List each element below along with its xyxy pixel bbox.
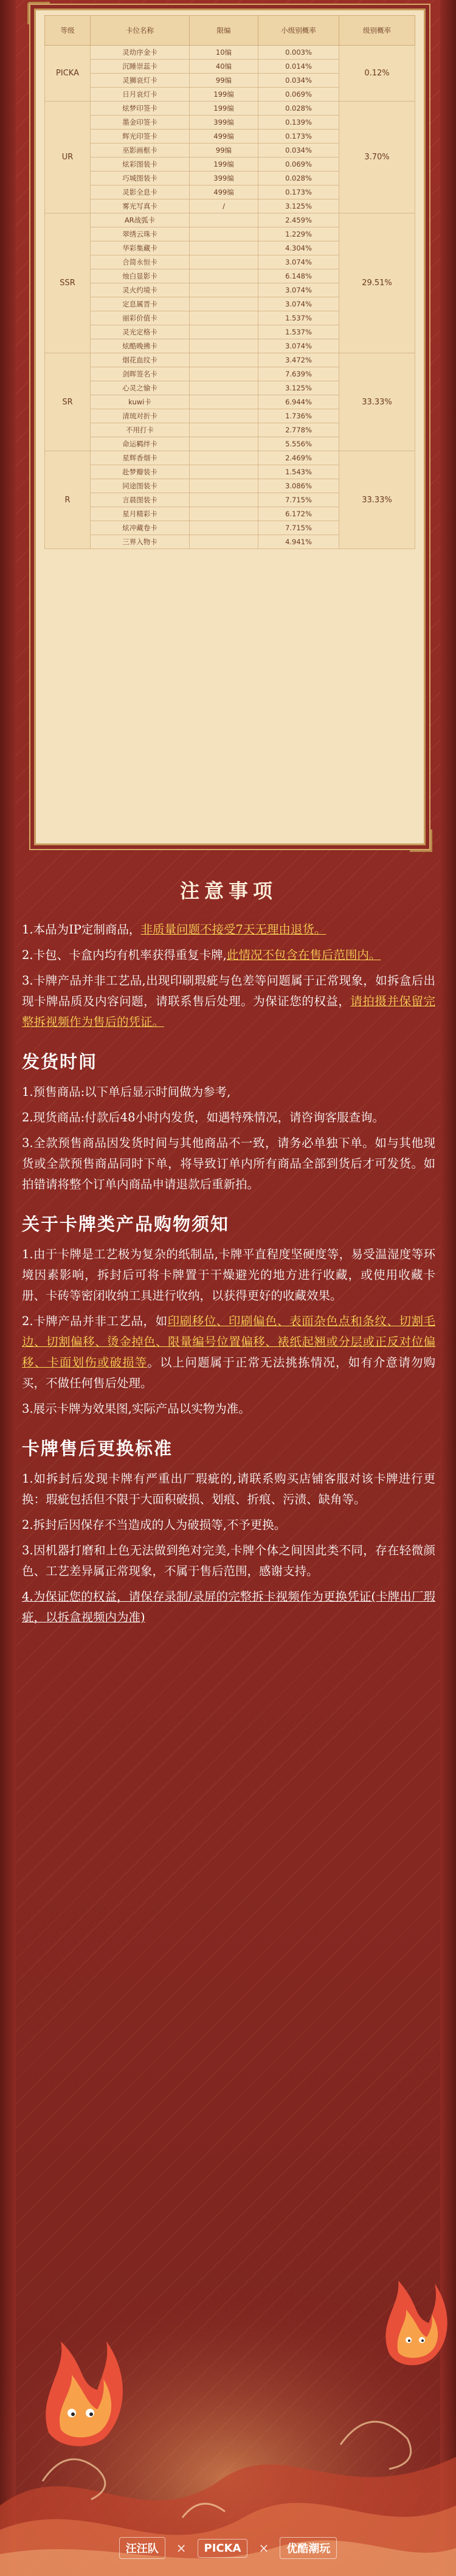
limit-cell (190, 493, 258, 507)
sub-prob-cell: 0.028% (258, 102, 339, 116)
sub-prob-cell: 3.472% (258, 353, 339, 367)
card-name-cell: 不用打卡 (91, 423, 190, 437)
limit-cell (190, 311, 258, 325)
header-grade-prob: 级别概率 (339, 16, 415, 46)
sub-prob-cell: 0.014% (258, 60, 339, 74)
card-purchase-2-text-b: 。以上问题属于正常无法挑拣情况，如有介意请勿购买，不做任何售后处理。 (22, 1356, 435, 1390)
note-1-highlight: 非质量问题不接受7天无理由退货。 (140, 923, 326, 937)
sub-prob-cell: 0.139% (258, 116, 339, 130)
limit-cell: 40编 (190, 60, 258, 74)
brand-logo-2: PICKA (198, 2539, 248, 2558)
table-row (45, 353, 415, 367)
sub-prob-cell: 4.304% (258, 241, 339, 255)
notes-title: 注意事项 (179, 879, 277, 902)
after-sales-item-1: 1.如拆封后发现卡牌有严重出厂瑕疵的,请联系购买店铺客服对该卡牌进行更换：瑕疵包括但不限于大面积破损、划痕、折痕、污渍、缺角等。 (22, 1472, 435, 1506)
limit-cell: 99编 (190, 74, 258, 88)
card-name-cell: 炫梦印签卡 (91, 102, 190, 116)
note-item-1 (22, 919, 435, 940)
after-sales-item-4: 4.为保证您的权益，请保存录制/录屏的完整拆卡视频作为更换凭证(卡牌出厂瑕疵，以拆盒视频内为准) (22, 1590, 435, 1624)
header-sub-prob: 小级别概率 (258, 16, 339, 46)
after-sales-item-2: 2.拆封后因保存不当造成的人为破损等,不予更换。 (22, 1518, 286, 1532)
card-name-cell: 辉光印签卡 (91, 130, 190, 144)
sub-prob-cell: 0.034% (258, 74, 339, 88)
card-purchase-title: 关于卡牌类产品购物须知 (22, 1214, 230, 1234)
limit-cell (190, 283, 258, 297)
card-name-cell: 炫冲藏卷卡 (91, 521, 190, 535)
shipping-item-2: 2.现货商品:付款后48小时内发货，如遇特殊情况，请咨询客服查询。 (22, 1110, 384, 1124)
card-name-cell: 三界入物卡 (91, 535, 190, 549)
table-header-row (45, 16, 415, 46)
limit-cell (190, 437, 258, 451)
card-name-cell: 灵光定格卡 (91, 325, 190, 339)
limit-cell (190, 213, 258, 227)
limit-cell: / (190, 199, 258, 213)
shipping-item-1: 1.预售商品:以下单后显示时间做为参考, (22, 1085, 231, 1099)
sub-prob-cell: 3.074% (258, 255, 339, 269)
grade-prob-cell: 33.33% (339, 353, 415, 451)
sub-prob-cell: 0.069% (258, 88, 339, 102)
limit-cell: 10编 (190, 46, 258, 60)
sub-prob-cell: 0.034% (258, 144, 339, 158)
card-name-cell: 定息属晋卡 (91, 297, 190, 311)
sub-prob-cell: 3.125% (258, 381, 339, 395)
brand-logo-1: 汪汪队 (119, 2537, 165, 2559)
sub-prob-cell: 3.074% (258, 339, 339, 353)
grade-prob-cell: 0.12% (339, 46, 415, 102)
sub-prob-cell: 0.173% (258, 130, 339, 144)
limit-cell (190, 423, 258, 437)
limit-cell (190, 367, 258, 381)
grade-cell: UR (45, 102, 91, 213)
limit-cell (190, 297, 258, 311)
card-name-cell: 同途图装卡 (91, 479, 190, 493)
card-name-cell: 烟花血纹卡 (91, 353, 190, 367)
limit-cell (190, 381, 258, 395)
sub-prob-cell: 3.074% (258, 283, 339, 297)
card-name-cell: 炫酷晚拂卡 (91, 339, 190, 353)
sub-prob-cell: 1.537% (258, 311, 339, 325)
sub-prob-cell: 0.003% (258, 46, 339, 60)
limit-cell (190, 409, 258, 423)
limit-cell: 99编 (190, 144, 258, 158)
grade-prob-cell: 29.51% (339, 213, 415, 353)
limit-cell: 499编 (190, 185, 258, 199)
table-row (45, 451, 415, 465)
collab-x-1: × (176, 2541, 187, 2555)
sub-prob-cell: 5.556% (258, 437, 339, 451)
card-name-cell: 灵火约境卡 (91, 283, 190, 297)
card-name-cell: 灵狮哀灯卡 (91, 74, 190, 88)
limit-cell (190, 451, 258, 465)
limit-cell (190, 325, 258, 339)
sub-prob-cell: 1.543% (258, 465, 339, 479)
limit-cell (190, 479, 258, 493)
after-sales-item-3: 3.因机器打磨和上色无法做到绝对完美,卡牌个体之间因此类不同，存在轻微颜色、工艺差异属正常现象，不属于售后范围，感谢支持。 (22, 1543, 435, 1578)
limit-cell (190, 353, 258, 367)
card-name-cell: 星辉香烟卡 (91, 451, 190, 465)
sub-prob-cell: 0.069% (258, 158, 339, 171)
sub-prob-cell: 1.537% (258, 325, 339, 339)
card-name-cell: 巫影画框卡 (91, 144, 190, 158)
bottom-illustration (0, 2250, 456, 2576)
limit-cell: 199编 (190, 158, 258, 171)
limit-cell (190, 507, 258, 521)
header-limit: 限编 (190, 16, 258, 46)
limit-cell (190, 535, 258, 549)
sub-prob-cell: 3.074% (258, 297, 339, 311)
limit-cell: 399编 (190, 116, 258, 130)
table-body (45, 46, 415, 549)
note-1-text: 1.本品为IP定制商品， (22, 923, 141, 937)
card-name-cell: 灵影全息卡 (91, 185, 190, 199)
card-name-cell: 雾光写真卡 (91, 199, 190, 213)
card-name-cell: 清琉对折卡 (91, 409, 190, 423)
card-name-cell: 命运羁绊卡 (91, 437, 190, 451)
note-3-highlight: 请拍摄并保留完整拆视频作为售后的凭证。 (22, 994, 435, 1029)
brand-footer (0, 2536, 456, 2560)
sub-prob-cell: 7.639% (258, 367, 339, 381)
card-name-cell: AR战弧卡 (91, 213, 190, 227)
sub-prob-cell: 2.459% (258, 213, 339, 227)
sub-prob-cell: 2.469% (258, 451, 339, 465)
sub-prob-cell: 0.028% (258, 171, 339, 185)
card-name-cell: 翠绣云珠卡 (91, 227, 190, 241)
table-row (45, 46, 415, 60)
limit-cell (190, 521, 258, 535)
limit-cell: 199编 (190, 102, 258, 116)
left-border-decoration (0, 0, 16, 2576)
note-2-text: 2.卡包、卡盒内均有机率获得重复卡牌, (22, 948, 227, 962)
card-name-cell: 剑晖签名卡 (91, 367, 190, 381)
grade-prob-cell: 3.70% (339, 102, 415, 213)
sub-prob-cell: 6.944% (258, 395, 339, 409)
card-purchase-item-1: 1.由于卡牌是工艺极为复杂的纸制品,卡牌平直程度坚硬度等，易受温湿度等环境因素影响，拆封后可将卡牌置于干燥避光的地方进行收藏，或使用收藏卡册、卡砖等密闭收纳工具进行收纳，以获得更好的收藏效果。 (22, 1247, 435, 1303)
limit-cell (190, 241, 258, 255)
after-sales-title: 卡牌售后更换标准 (22, 1438, 173, 1459)
card-name-cell: kuwi卡 (91, 395, 190, 409)
note-3-text: 3.卡牌产品并非工艺品,出现印刷瑕疵与色差等问题属于正常现象，如拆盒后出现卡牌品质及内容问题，请联系售后处理。为保证您的权益， (22, 974, 435, 1008)
limit-cell (190, 339, 258, 353)
sub-prob-cell: 6.148% (258, 269, 339, 283)
sub-prob-cell: 2.778% (258, 423, 339, 437)
grade-cell: SSR (45, 213, 91, 353)
note-item-2 (22, 945, 435, 966)
card-purchase-item-2 (22, 1311, 435, 1394)
grade-cell: R (45, 451, 91, 549)
grade-cell: PICKA (45, 46, 91, 102)
collab-x-2: × (258, 2541, 269, 2555)
card-purchase-2-text-a: 2.卡牌产品并非工艺品，如 (22, 1314, 168, 1328)
header-grade: 等级 (45, 16, 91, 46)
limit-cell (190, 395, 258, 409)
flame-swirl-illustration (0, 2250, 456, 2576)
sub-prob-cell: 7.715% (258, 493, 339, 507)
card-name-cell: 炫彩图装卡 (91, 158, 190, 171)
sub-prob-cell: 1.736% (258, 409, 339, 423)
grade-prob-cell: 33.33% (339, 451, 415, 549)
sub-prob-cell: 7.715% (258, 521, 339, 535)
shipping-item-3: 3.全款预售商品因发货时间与其他商品不一致，请务必单独下单。如与其他现货或全款预售商品同时下单，将导致订单内所有商品全部到货后才可发货。如拍错请将整个订单内商品申请退款后重新拍。 (22, 1136, 435, 1191)
probability-table-frame (34, 9, 426, 845)
limit-cell: 499编 (190, 130, 258, 144)
note-item-3 (22, 971, 435, 1033)
card-name-cell: 烛白显影卡 (91, 269, 190, 283)
grade-cell: SR (45, 353, 91, 451)
sub-prob-cell: 3.086% (258, 479, 339, 493)
card-purchase-2-highlight: 印刷移位、印刷偏色、表面杂色点和条纹、切割毛边、切割偏移、烫金掉色、限量编号位置偏移、裱纸起翘或分层或正反对位偏移、卡面划伤或破损等 (22, 1314, 435, 1369)
right-border-decoration (440, 0, 456, 2576)
table-row (45, 213, 415, 227)
shipping-title: 发货时间 (22, 1051, 98, 1072)
limit-cell (190, 465, 258, 479)
card-name-cell: 灵幼序金卡 (91, 46, 190, 60)
limit-cell (190, 255, 258, 269)
card-name-cell: 星月精彩卡 (91, 507, 190, 521)
sub-prob-cell: 1.229% (258, 227, 339, 241)
card-name-cell: 心灵之愉卡 (91, 381, 190, 395)
sub-prob-cell: 4.941% (258, 535, 339, 549)
note-2-highlight: 此情况不包含在售后范围内。 (226, 948, 381, 962)
limit-cell: 399编 (190, 171, 258, 185)
card-name-cell: 赴梦瓣装卡 (91, 465, 190, 479)
card-name-cell: 日月哀灯卡 (91, 88, 190, 102)
card-name-cell: 言晨图装卡 (91, 493, 190, 507)
card-name-cell: 沉睡崇蕊卡 (91, 60, 190, 74)
card-name-cell: 丽彩价值卡 (91, 311, 190, 325)
limit-cell: 199编 (190, 88, 258, 102)
table-row (45, 102, 415, 116)
notes-section (22, 876, 435, 1633)
sub-prob-cell: 0.173% (258, 185, 339, 199)
card-purchase-item-3: 3.展示卡牌为效果图,实际产品以实物为准。 (22, 1402, 250, 1416)
sub-prob-cell: 6.172% (258, 507, 339, 521)
limit-cell (190, 227, 258, 241)
limit-cell (190, 269, 258, 283)
card-name-cell: 合简永恒卡 (91, 255, 190, 269)
sub-prob-cell: 3.125% (258, 199, 339, 213)
header-card-name: 卡位名称 (91, 16, 190, 46)
brand-logo-3: 优酷潮玩 (280, 2537, 337, 2559)
card-name-cell: 华彩集藏卡 (91, 241, 190, 255)
probability-table (44, 15, 415, 549)
card-name-cell: 巧城图装卡 (91, 171, 190, 185)
card-name-cell: 墨金印签卡 (91, 116, 190, 130)
